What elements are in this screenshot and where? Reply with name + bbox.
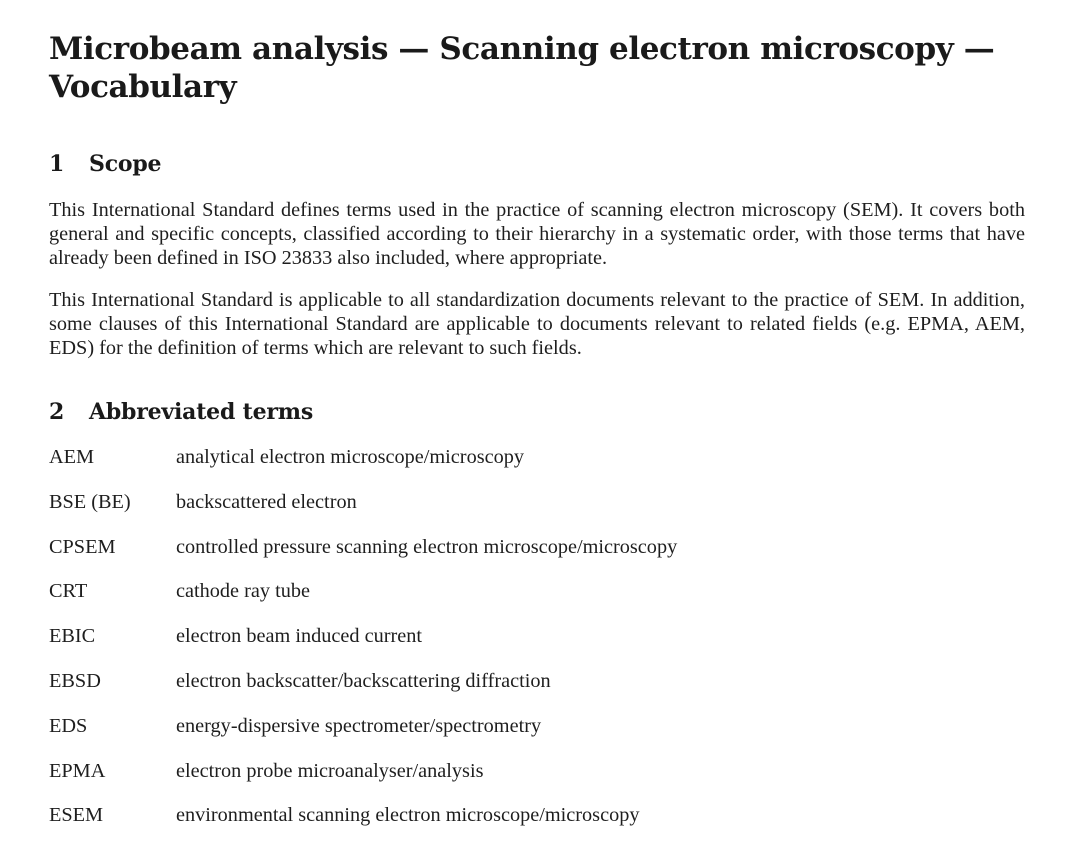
- abbreviation-entry: [49, 759, 1025, 804]
- abbreviation-term: EBSD: [49, 669, 101, 692]
- abbreviation-definition: controlled pressure scanning electron microscope/microscopy: [176, 535, 678, 558]
- document-title-line-1: Microbeam analysis — Scanning electron microscopy —: [49, 31, 995, 67]
- abbreviated-terms-section-number: 2: [49, 399, 65, 425]
- abbreviation-definition: electron beam induced current: [176, 625, 423, 648]
- abbreviation-term: EBIC: [49, 625, 96, 648]
- abbreviation-definition: environmental scanning electron microscope/microscopy: [176, 804, 640, 827]
- abbreviation-entry: [49, 579, 1025, 624]
- abbreviation-entry: [49, 803, 1025, 848]
- abbreviation-definition: analytical electron microscope/microscopy: [176, 446, 525, 468]
- abbreviation-entry: [49, 445, 1025, 490]
- abbreviated-terms-heading-text: Abbreviated terms: [89, 399, 314, 425]
- scope-paragraph-2: This International Standard is applicable to all standardization documents relevant to the practice of SEM. In addition, some clauses of this International Standard are applicable to documents relevant to related fields (e.g. EPMA, AEM, EDS) for the definition of terms which are relevant to such fields.: [49, 289, 1025, 359]
- abbreviation-definition: cathode ray tube: [176, 580, 311, 603]
- scope-heading-text: Scope: [89, 151, 162, 177]
- abbreviation-entry: [49, 490, 1025, 535]
- abbreviation-entry: [49, 669, 1025, 714]
- abbreviation-term: EPMA: [49, 759, 106, 782]
- abbreviation-term: EDS: [49, 714, 88, 737]
- abbreviation-entry: [49, 535, 1025, 580]
- abbreviation-entry: [49, 624, 1025, 669]
- abbreviation-entry: [49, 714, 1025, 759]
- abbreviated-terms-heading: [49, 398, 1025, 426]
- abbreviation-term: CPSEM: [49, 535, 116, 558]
- document-title: [49, 30, 1025, 106]
- abbreviation-term: BSE (BE): [49, 490, 131, 513]
- scope-section-number: 1: [49, 151, 65, 177]
- abbreviation-definition: backscattered electron: [176, 490, 357, 513]
- document-page: [49, 30, 1025, 848]
- abbreviation-term: AEM: [49, 446, 95, 468]
- abbreviation-definition: electron backscatter/backscattering diffraction: [176, 669, 551, 692]
- abbreviation-definition: electron probe microanalyser/analysis: [176, 759, 484, 782]
- abbreviation-term: ESEM: [49, 804, 104, 827]
- scope-heading: [49, 150, 1025, 178]
- abbreviation-term: CRT: [49, 580, 88, 603]
- scope-paragraph-1: This International Standard defines terms used in the practice of scanning electron microscopy (SEM). It covers both general and specific concepts, classified according to their hierarchy in a systematic order, with those terms that have already been defined in ISO 23833 also included, where appropriate.: [49, 199, 1025, 269]
- abbreviation-definition: energy-dispersive spectrometer/spectrometry: [176, 714, 542, 737]
- abbreviation-list: [49, 445, 1025, 848]
- document-title-line-2: Vocabulary: [49, 69, 237, 105]
